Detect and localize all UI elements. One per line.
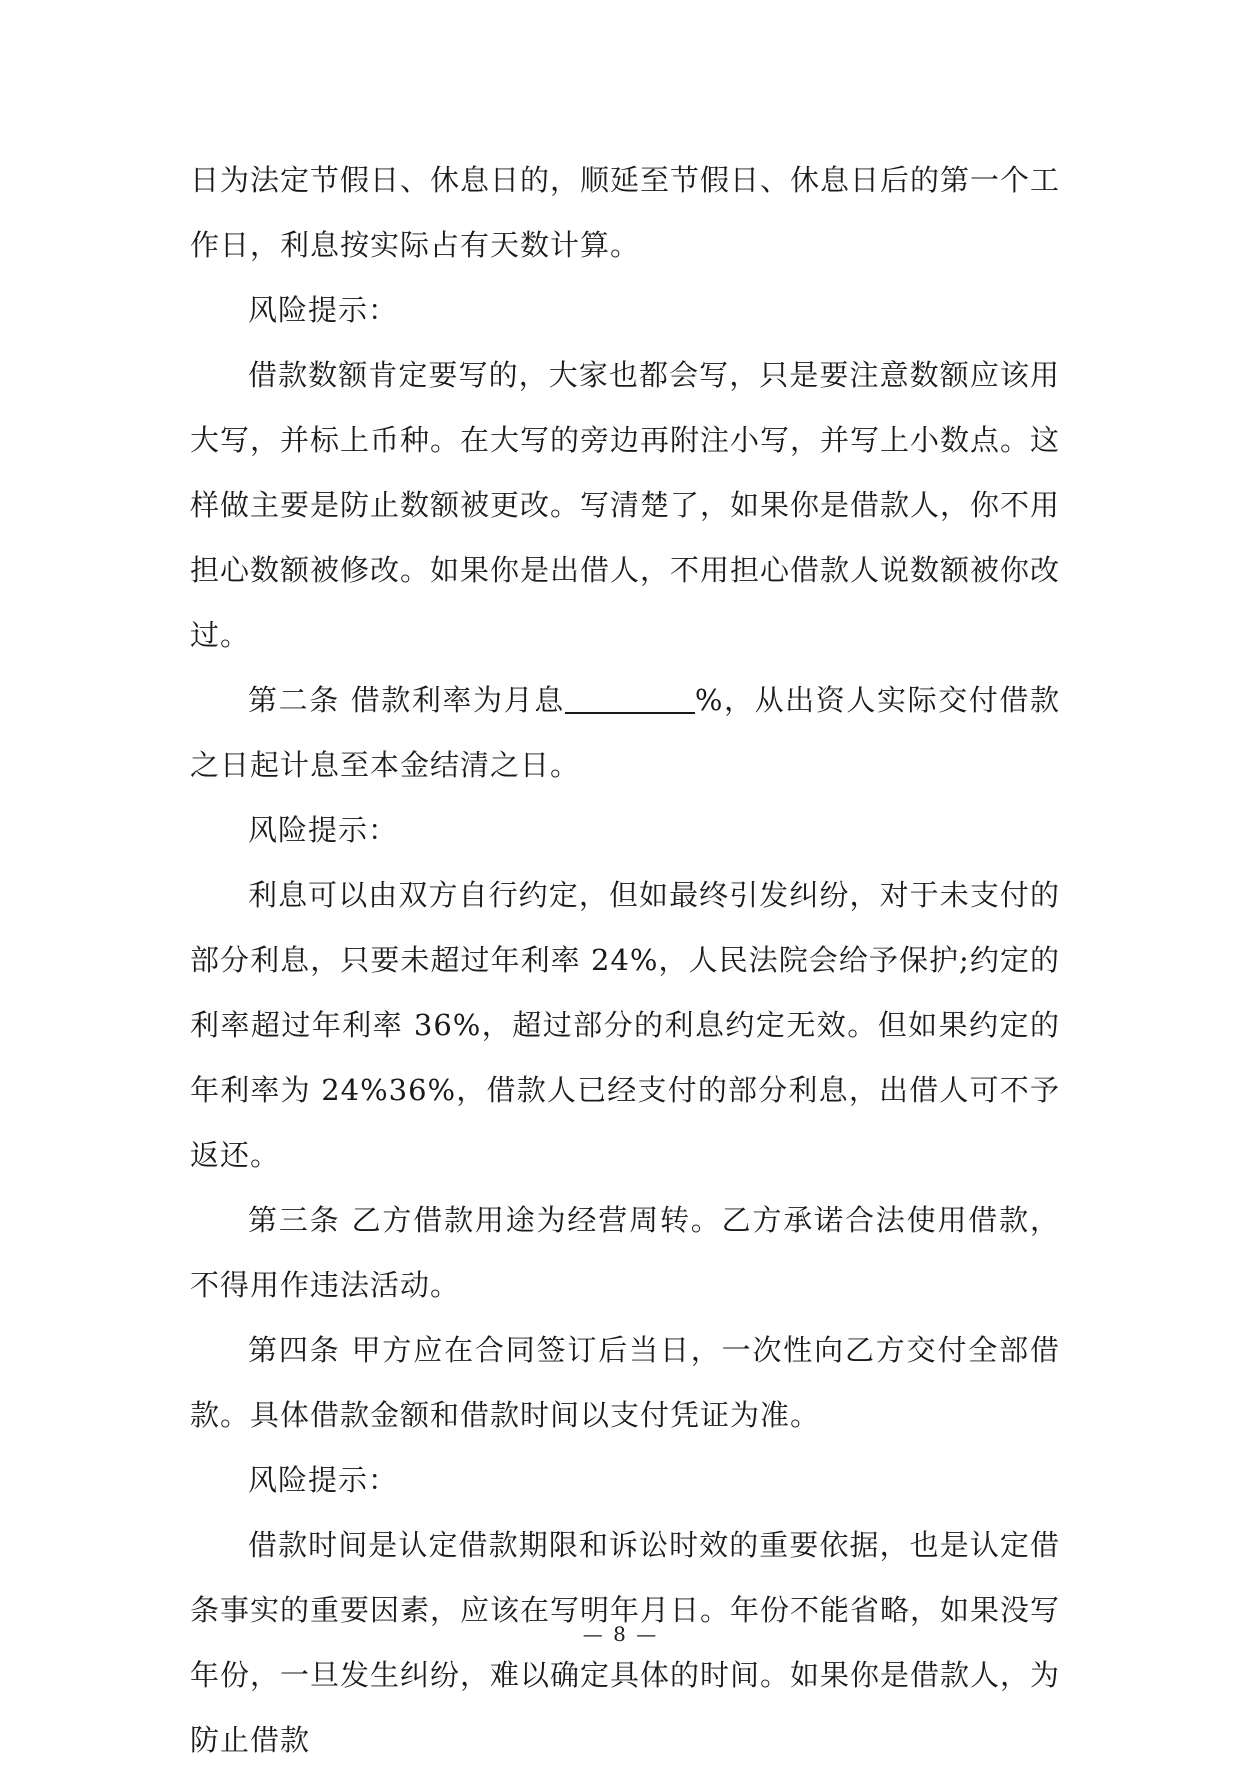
risk-notice-heading: 风险提示： <box>248 1463 399 1497</box>
page-number: — 8 — <box>582 1622 659 1646</box>
risk-notice-heading: 风险提示： <box>248 293 399 327</box>
document-body <box>190 148 1060 1773</box>
article-two-text-before: 第二条 借款利率为月息 <box>248 683 565 717</box>
paragraph-time-notice: 借款时间是认定借款期限和诉讼时效的重要依据，也是认定借条事实的重要因素，应该在写明年月日。年份不能省略，如果没写年份，一旦发生纠纷，难以确定具体的时间。如果你是借款人，为防止借款 <box>190 1528 1061 1757</box>
paragraph-continuation: 日为法定节假日、休息日的，顺延至节假日、休息日后的第一个工作日，利息按实际占有天数计算。 <box>190 163 1061 262</box>
paragraph-amount-notice: 借款数额肯定要写的，大家也都会写，只是要注意数额应该用大写，并标上币种。在大写的旁边再附注小写，并写上小数点。这样做主要是防止数额被更改。写清楚了，如果你是借款人，你不用担心数额被修改。如果你是出借人，不用担心借款人说数额被你改过。 <box>190 358 1061 652</box>
risk-notice-heading: 风险提示： <box>248 813 399 847</box>
article-two <box>190 668 1060 798</box>
interest-rate-blank[interactable] <box>565 682 695 714</box>
article-two-text-after: %，从出资人实际交付借款之日起计息至本金结清之日。 <box>190 683 1060 782</box>
article-three: 第三条 乙方借款用途为经营周转。乙方承诺合法使用借款，不得用作违法活动。 <box>190 1203 1060 1302</box>
paragraph-interest-notice: 利息可以由双方自行约定，但如最终引发纠纷，对于未支付的部分利息，只要未超过年利率 24%，人民法院会给予保护;约定的利率超过年利率 36%，超过部分的利息约定无效。但如果约定的年利率为 24%36%，借款人已经支付的部分利息，出借人可不予返还。 <box>190 878 1060 1172</box>
article-four: 第四条 甲方应在合同签订后当日，一次性向乙方交付全部借款。具体借款金额和借款时间以支付凭证为准。 <box>190 1333 1060 1432</box>
